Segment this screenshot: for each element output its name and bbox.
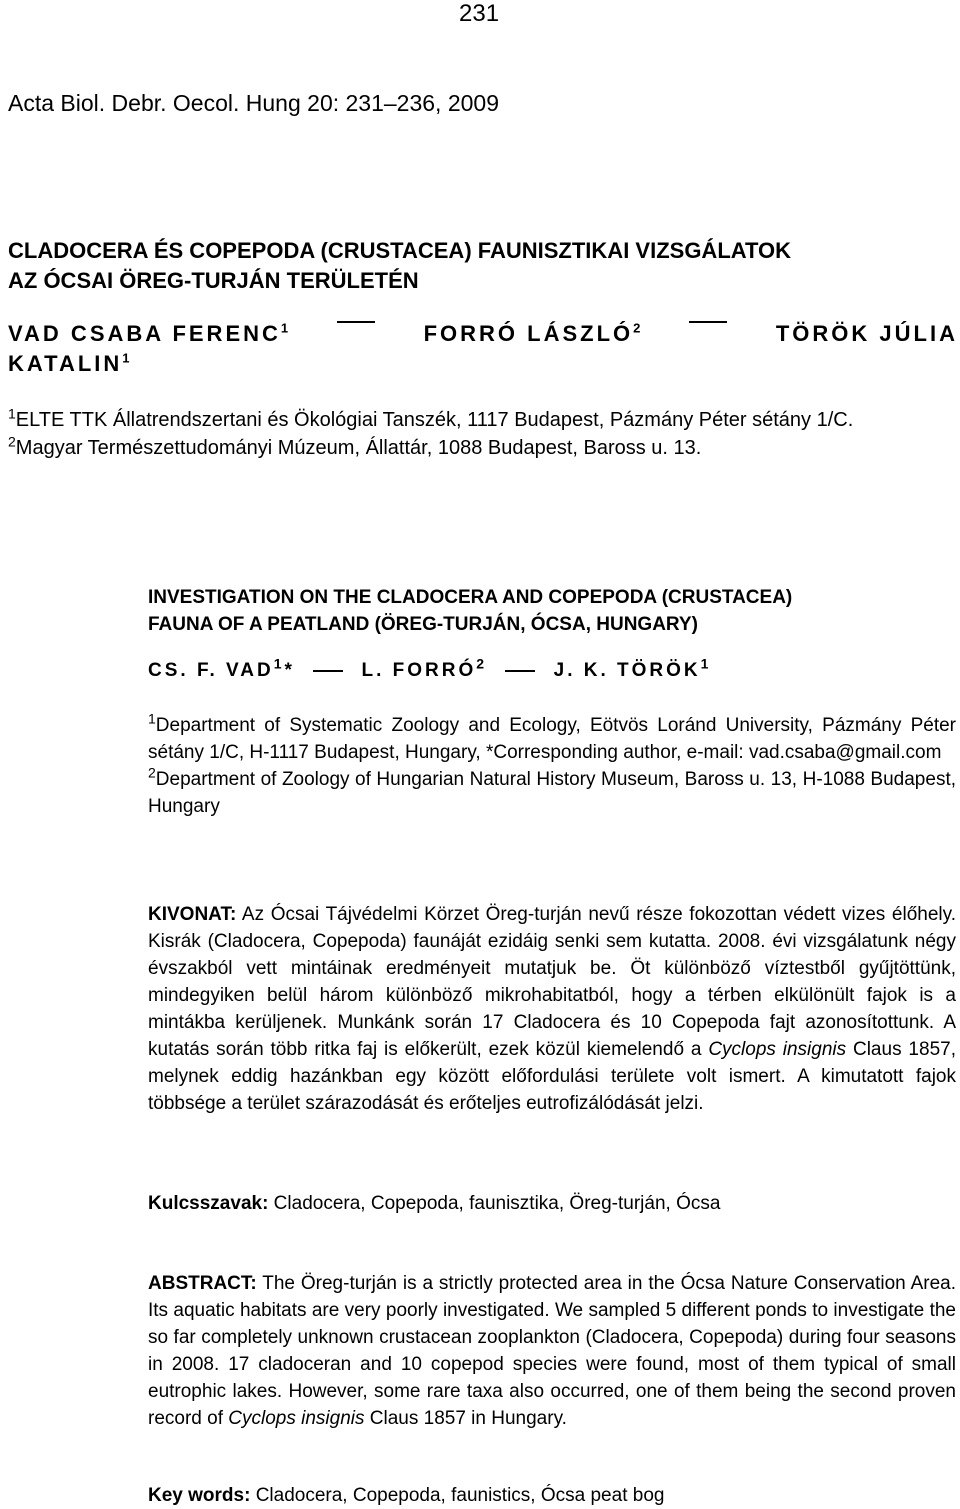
author-vad <box>8 321 288 351</box>
page-number: 231 <box>459 0 500 27</box>
kivonat-label: KIVONAT: <box>148 904 237 925</box>
author-dash <box>505 670 535 672</box>
author-forro-name: FORRÓ LÁSZLÓ <box>423 321 634 346</box>
author-torok-affiliation-mark: 1 <box>122 350 130 366</box>
author-vad-affiliation-mark: 1 <box>280 320 289 336</box>
hungarian-title-line-2: AZ ÓCSAI ÖREG-TURJÁN TERÜLETÉN <box>8 268 419 293</box>
hungarian-authors <box>8 321 958 381</box>
journal-reference: Acta Biol. Debr. Oecol. Hung 20: 231–236, 2009 <box>8 90 499 116</box>
en-author-forro-mark: 2 <box>476 655 488 672</box>
en-affiliation-1-text: Department of Systematic Zoology and Ecology, Eötvös Loránd University, Pázmány Péter sétány 1/C, H-1117 Budapest, Hungary, *Corresponding author, e-mail: vad.csaba@gmail.com <box>148 715 956 763</box>
author-vad-name: VAD CSABA FERENC <box>8 321 281 346</box>
hungarian-affiliations <box>8 406 958 462</box>
keywords-label: Key words: <box>148 1485 251 1506</box>
hungarian-keywords <box>148 1190 956 1217</box>
kulcsszavak-text: Cladocera, Copepoda, faunisztika, Öreg-turján, Ócsa <box>268 1193 721 1214</box>
author-dash <box>689 321 727 351</box>
affiliation-2-text: Magyar Természettudományi Múzeum, Állattár, 1088 Budapest, Baross u. 13. <box>15 437 702 459</box>
abstract-text-2: Claus 1857 in Hungary. <box>364 1408 567 1429</box>
affiliation-1-text: ELTE TTK Állatrendszertani és Ökológiai Tanszék, 1117 Budapest, Pázmány Péter sétány 1/C. <box>15 409 854 431</box>
english-title-line-2: FAUNA OF A PEATLAND (ÖREG-TURJÁN, ÓCSA, HUNGARY) <box>148 614 698 635</box>
author-dash <box>337 321 375 351</box>
affiliation-2 <box>8 434 958 462</box>
kivonat-species: Cyclops insignis <box>708 1039 847 1060</box>
en-author-torok: J. K. TÖRÖK <box>553 660 701 681</box>
en-author-vad-mark: 1 <box>273 655 285 672</box>
abstract-label: ABSTRACT: <box>148 1273 257 1294</box>
author-torok-line1: TÖRÖK JÚLIA <box>775 321 958 346</box>
english-affiliations <box>148 712 956 820</box>
author-forro-affiliation-mark: 2 <box>633 320 641 336</box>
english-authors <box>148 655 712 682</box>
affiliation-2-mark: 2 <box>8 433 16 450</box>
author-torok-line2: KATALIN <box>8 351 123 376</box>
kivonat-text-1: Az Ócsai Tájvédelmi Körzet Öreg-turján nevű része fokozottan védett vizes élőhely. Kisrák (Cladocera, Copepoda) faunáját ezidáig senki sem kutatta. 2008. évi vizsgálatunk négy évszakból vett mintáinak eredményeit mutatjuk be. Öt különböző víztestből gyűjtöttünk, mindegyiken belül három különböző mikrohabitatból, hogy a térben elkülönült fajok is a mintákba kerüljenek. Munkánk során 17 Cladocera és 10 Copepoda fajt azonosítottunk. A kutatás során több ritka faj is előkerült, ezek közül kiemelendő a <box>148 904 956 1060</box>
abstract-text-1: The Öreg-turján is a strictly protected area in the Ócsa Nature Conservation Area. Its aquatic habitats are very poorly investigated. We sampled 5 different ponds to investigate the so far completely unknown crustacean zooplankton (Cladocera, Copepoda) during four seasons in 2008. 17 cladoceran and 10 copepod species were found, most of them typical of small eutrophic lakes. However, some rare taxa also occurred, one of them being the second proven record of <box>148 1273 956 1429</box>
en-author-torok-mark: 1 <box>700 655 712 672</box>
corresponding-mark: * <box>284 660 295 681</box>
english-keywords <box>148 1482 956 1509</box>
kivonat-text-2: Claus 1857, melynek eddig hazánkban egy között előfordulási területe volt ismert. A kimutatott fajok többsége a terület szárazodását és erőteljes eutrofizálódását jelzi. <box>148 1039 956 1114</box>
kulcsszavak-label: Kulcsszavak: <box>148 1193 269 1214</box>
en-affiliation-2 <box>148 766 956 820</box>
affiliation-1 <box>8 406 958 434</box>
en-affiliation-2-text: Department of Zoology of Hungarian Natural History Museum, Baross u. 13, H-1088 Budapest, Hungary <box>148 769 956 817</box>
author-dash <box>313 670 343 672</box>
english-title-line-1: INVESTIGATION ON THE CLADOCERA AND COPEPODA (CRUSTACEA) <box>148 587 793 608</box>
en-author-vad: CS. F. VAD <box>148 660 274 681</box>
en-affiliation-1-mark: 1 <box>148 710 156 727</box>
hungarian-title-line-1: CLADOCERA ÉS COPEPODA (CRUSTACEA) FAUNISZTIKAI VIZSGÁLATOK <box>8 238 792 263</box>
hungarian-title <box>8 236 958 296</box>
keywords-text: Cladocera, Copepoda, faunistics, Ócsa peat bog <box>250 1485 665 1506</box>
author-forro <box>424 321 641 351</box>
abstract-species: Cyclops insignis <box>228 1408 365 1429</box>
en-author-forro: L. FORRÓ <box>361 660 477 681</box>
english-abstract <box>148 1270 956 1432</box>
english-title <box>148 584 958 638</box>
en-affiliation-2-mark: 2 <box>148 764 156 781</box>
affiliation-1-mark: 1 <box>8 405 16 422</box>
hungarian-abstract <box>148 901 956 1117</box>
en-affiliation-1 <box>148 712 956 766</box>
